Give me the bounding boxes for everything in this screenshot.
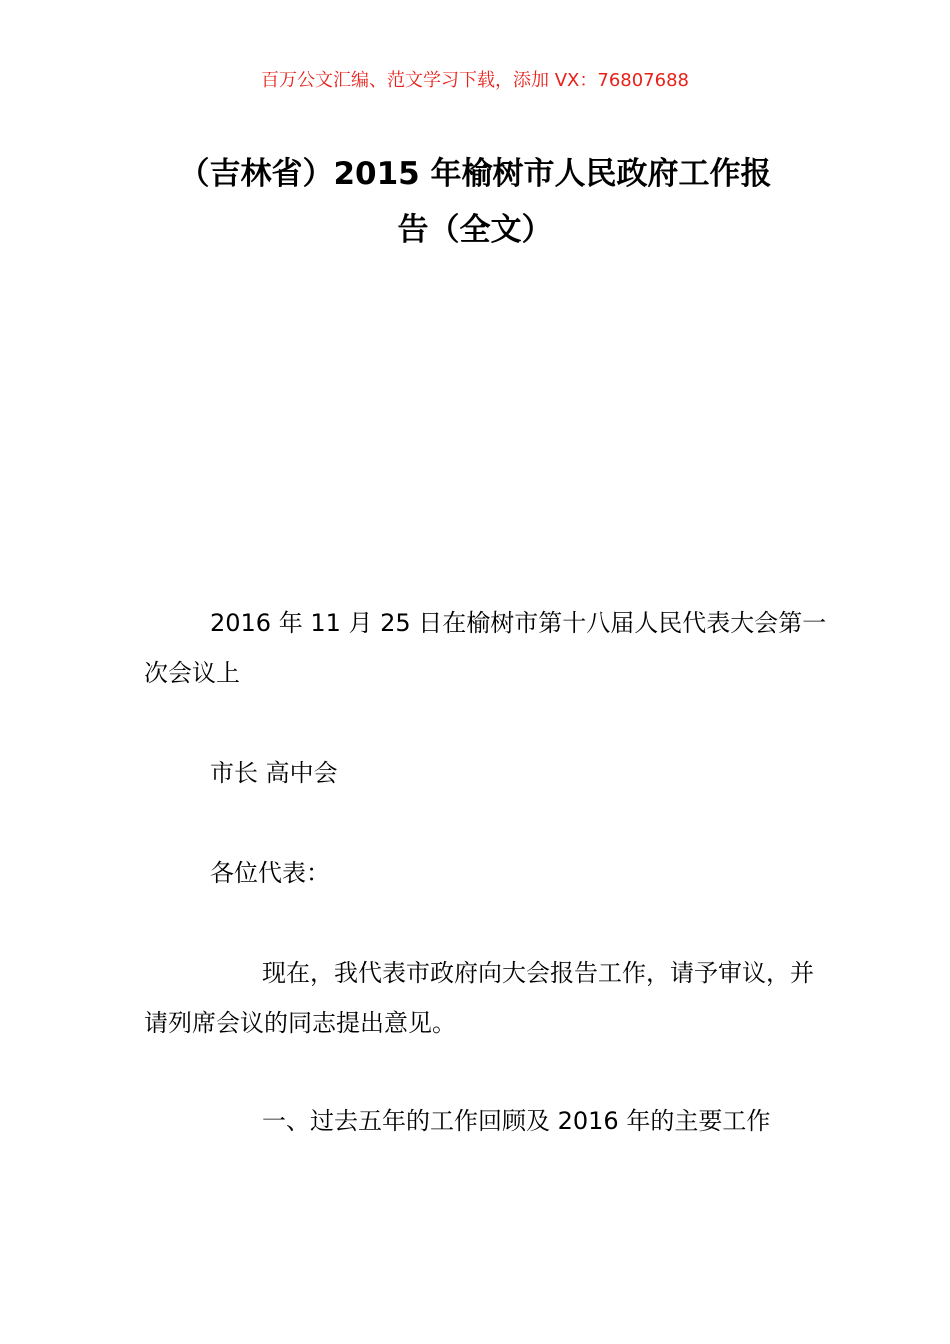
opening-paragraph: 现在，我代表市政府向大会报告工作，请予审议，并请列席会议的同志提出意见。	[144, 959, 814, 1037]
document-title	[120, 146, 830, 258]
promo-banner: 百万公文汇编、范文学习下载，添加 VX：76807688	[261, 70, 689, 91]
document-title-line-2: 告（全文）	[397, 212, 553, 248]
document-title-line-1: （吉林省）2015 年榆树市人民政府工作报	[178, 156, 772, 192]
salutation: 各位代表：	[210, 859, 330, 887]
section-heading: 一、过去五年的工作回顾及 2016 年的主要工作	[262, 1107, 771, 1135]
speaker-line: 市长 高中会	[210, 759, 338, 787]
meeting-info: 2016 年 11 月 25 日在榆树市第十八届人民代表大会第一次会议上	[144, 609, 827, 687]
